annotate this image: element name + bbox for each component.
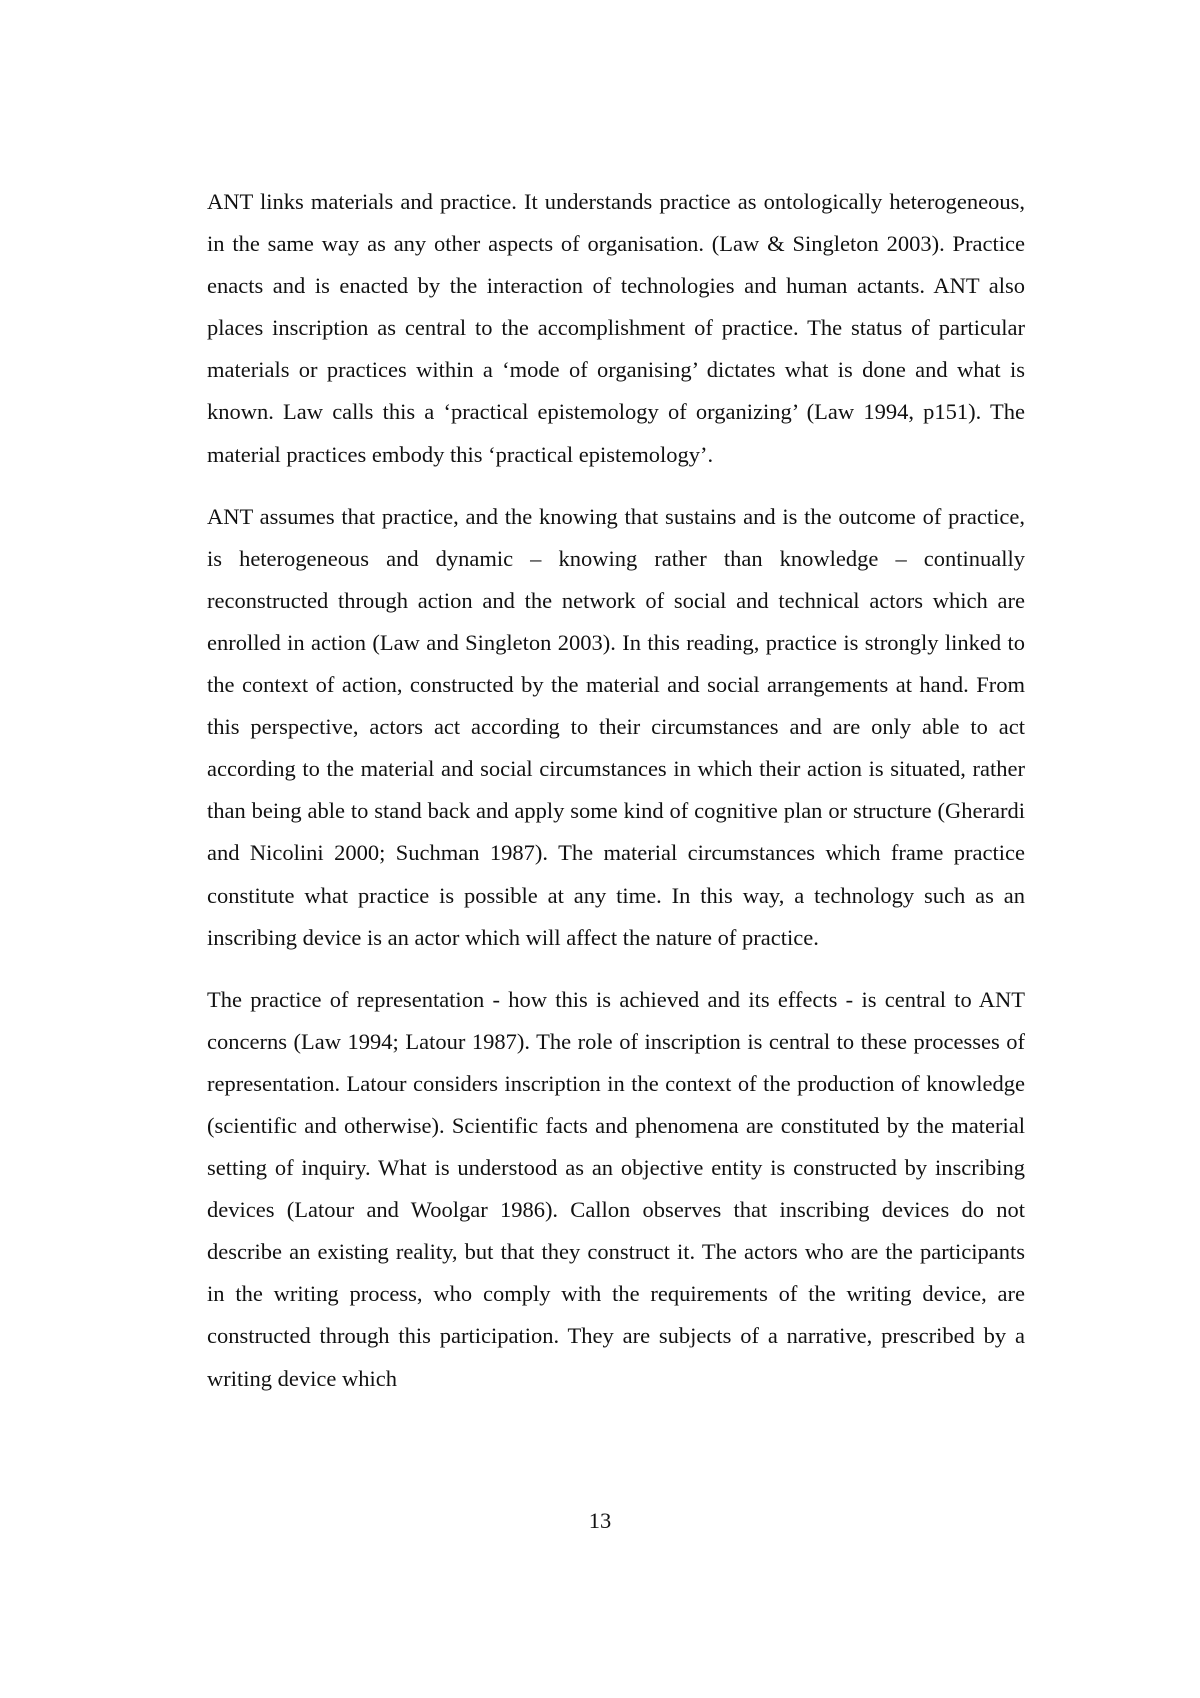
paragraph-1: ANT links materials and practice. It understands practice as ontologically heterogeneous, in the same way as any other aspects of organisation. (Law & Singleton 2003). Practice enacts and is enacted by the interaction of technologies and human actants. ANT also places inscription as central to the accomplishment of practice. The status of particular materials or practices within a ‘mode of organising’ dictates what is done and what is known. Law calls this a ‘practical epistemology of organizing’ (Law 1994, p151). The material practices embody this ‘practical epistemology’. <box>207 189 1025 467</box>
paragraph-2: ANT assumes that practice, and the knowing that sustains and is the outcome of practice, is heterogeneous and dynamic – knowing rather than knowledge – continually reconstructed through action and the network of social and technical actors which are enrolled in action (Law and Singleton 2003). In this reading, practice is strongly linked to the context of action, constructed by the material and social arrangements at hand. From this perspective, actors act according to their circumstances and are only able to act according to the material and social circumstances in which their action is situated, rather than being able to stand back and apply some kind of cognitive plan or structure (Gherardi and Nicolini 2000; Suchman 1987). The material circumstances which frame practice constitute what practice is possible at any time. In this way, a technology such as an inscribing device is an actor which will affect the nature of practice. <box>207 503 1025 950</box>
page-number: 13 <box>588 1508 612 1533</box>
body-text <box>207 181 1025 1400</box>
paragraph-3: The practice of representation - how this is achieved and its effects - is central to ANT concerns (Law 1994; Latour 1987). The role of inscription is central to these processes of representation. Latour considers inscription in the context of the production of knowledge (scientific and otherwise). Scientific facts and phenomena are constituted by the material setting of inquiry. What is understood as an objective entity is constructed by inscribing devices (Latour and Woolgar 1986). Callon observes that inscribing devices do not describe an existing reality, but that they construct it. The actors who are the participants in the writing process, who comply with the requirements of the writing device, are constructed through this participation. They are subjects of a narrative, prescribed by a writing device which <box>207 986 1025 1391</box>
